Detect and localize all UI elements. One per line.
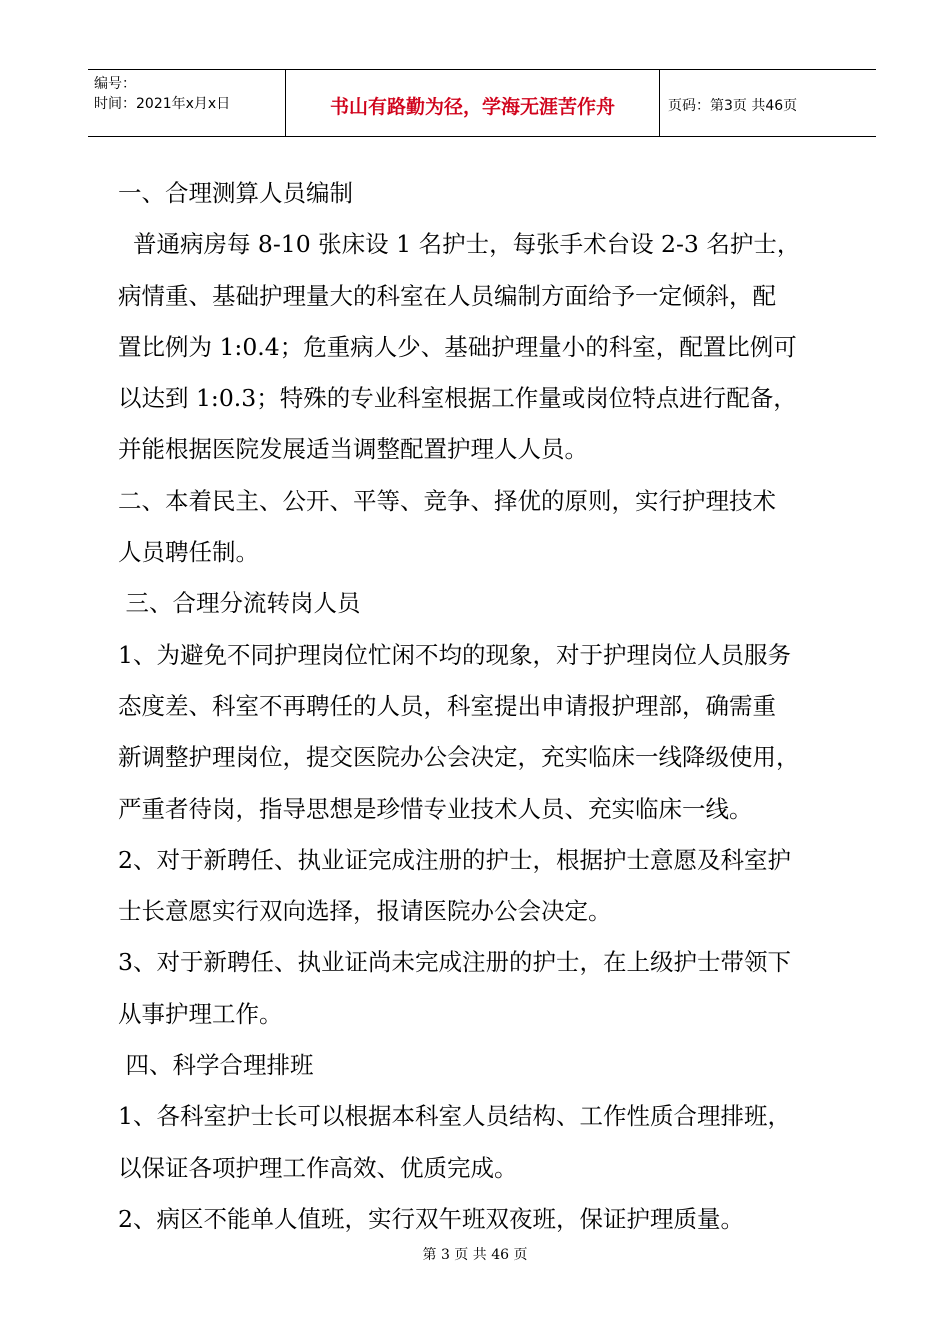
page-footer: 第 3 页 共 46 页 (422, 1247, 528, 1263)
code-label: 编号： (94, 76, 136, 92)
text-line: 士长意愿实行双向选择，报请医院办公会决定。 (118, 897, 612, 926)
time-label: 时间：2021年x月x日 (94, 96, 231, 112)
document-body (118, 168, 860, 1245)
text-line: 普通病房每 8-10 张床设 1 名护士，每张手术台设 2-3 名护士， (118, 230, 801, 259)
header-page-label: 页码：第3页 共46页 (668, 98, 798, 114)
text-line: 人员聘任制。 (118, 538, 259, 567)
text-line: 三、合理分流转岗人员 (118, 589, 361, 618)
text-line: 态度差、科室不再聘任的人员，科室提出申请报护理部，确需重 (118, 691, 776, 720)
text-line: 以保证各项护理工作高效、优质完成。 (118, 1153, 518, 1182)
header-meta (88, 70, 286, 136)
text-line: 1、各科室护士长可以根据本科室人员结构、工作性质合理排班， (118, 1102, 791, 1131)
text-line: 四、科学合理排班 (118, 1051, 314, 1080)
text-line: 一、合理测算人员编制 (118, 179, 353, 207)
text-line: 二、本着民主、公开、平等、竞争、择优的原则，实行护理技术 (118, 486, 776, 515)
text-line: 3、对于新聘任、执业证尚未完成注册的护士，在上级护士带领下 (118, 948, 791, 977)
text-line: 病情重、基础护理量大的科室在人员编制方面给予一定倾斜，配 (118, 281, 776, 310)
header-motto: 书山有路勤为径，学海无涯苦作舟 (286, 70, 660, 136)
page-header (88, 69, 876, 137)
text-line: 新调整护理岗位，提交医院办公会决定，充实临床一线降级使用， (118, 743, 800, 772)
text-line: 以达到 1:0.3；特殊的专业科室根据工作量或岗位特点进行配备， (118, 384, 797, 413)
text-line: 2、对于新聘任、执业证完成注册的护士，根据护士意愿及科室护 (118, 845, 791, 874)
text-line: 置比例为 1:0.4；危重病人少、基础护理量小的科室，配置比例可 (118, 332, 797, 361)
text-line: 从事护理工作。 (118, 999, 283, 1028)
text-line: 1、为避免不同护理岗位忙闲不均的现象，对于护理岗位人员服务 (118, 640, 791, 669)
text-line: 严重者待岗，指导思想是珍惜专业技术人员、充实临床一线。 (118, 794, 753, 823)
text-line: 并能根据医院发展适当调整配置护理人人员。 (118, 435, 588, 464)
text-line: 2、病区不能单人值班，实行双午班双夜班，保证护理质量。 (118, 1204, 744, 1233)
